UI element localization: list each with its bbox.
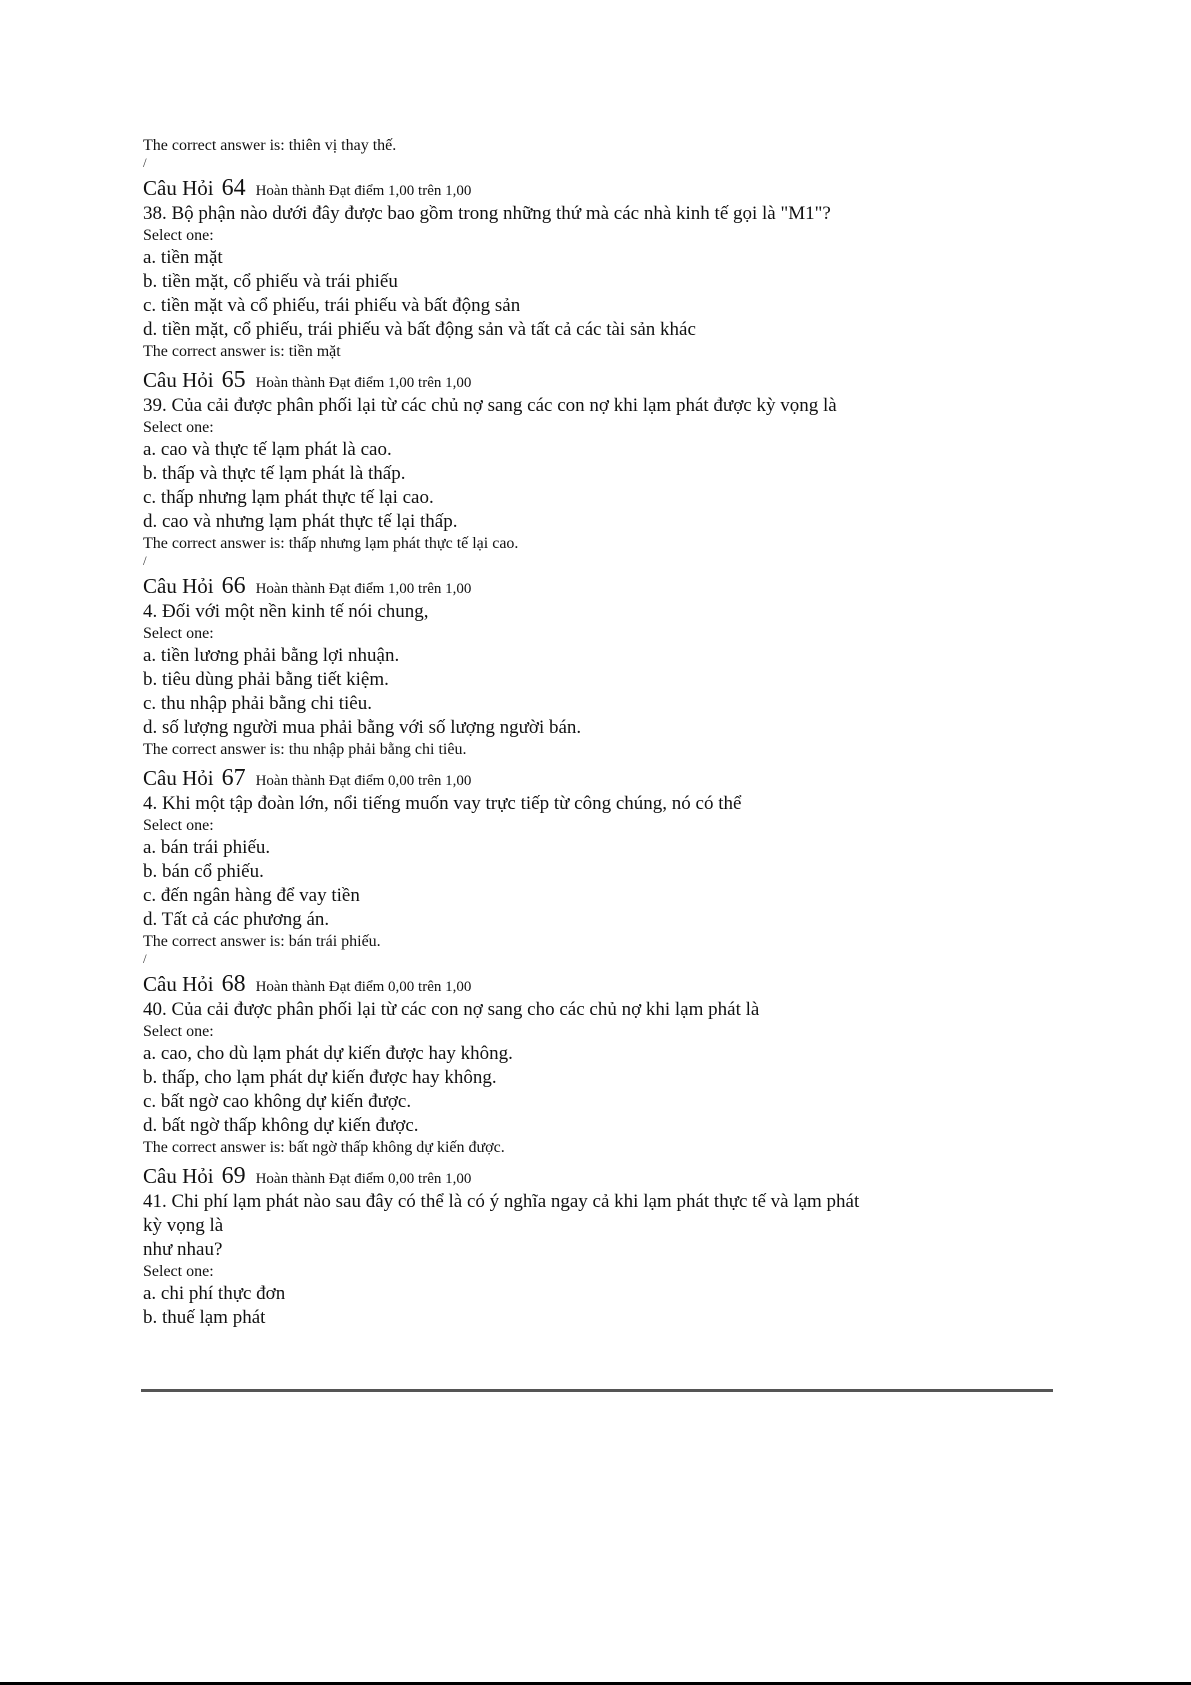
answer-option: c. bất ngờ cao không dự kiến được. (143, 1091, 412, 1112)
question-number: 66 (221, 573, 246, 599)
select-one-label: Select one: (143, 625, 214, 642)
answer-option: d. cao và nhưng lạm phát thực tế lại thấp. (143, 511, 458, 532)
question-block (143, 174, 1063, 362)
question-label: Câu Hỏi (143, 972, 214, 996)
answer-option: a. cao và thực tế lạm phát là cao. (143, 439, 392, 460)
question-text: 40. Của cải được phân phối lại từ các con nợ sang cho các chủ nợ khi lạm phát là (143, 999, 760, 1020)
answer-option: c. đến ngân hàng để vay tiền (143, 885, 360, 906)
question-number: 67 (221, 765, 246, 791)
horizontal-rule (141, 1389, 1053, 1392)
question-block (143, 366, 1063, 568)
answer-option: d. số lượng người mua phải bằng với số lượng người bán. (143, 717, 582, 738)
question-status: Hoàn thành Đạt điểm 1,00 trên 1,00 (255, 581, 472, 597)
answer-option: b. thấp, cho lạm phát dự kiến được hay không. (143, 1067, 497, 1088)
question-label: Câu Hỏi (143, 1164, 214, 1188)
question-number: 68 (221, 971, 246, 997)
separator-slash: / (143, 155, 147, 170)
answer-option: a. tiền mặt (143, 247, 223, 268)
select-one-label: Select one: (143, 817, 214, 834)
question-header (143, 174, 1063, 202)
answer-option: b. bán cổ phiếu. (143, 861, 264, 882)
question-label: Câu Hỏi (143, 176, 214, 200)
question-status: Hoàn thành Đạt điểm 1,00 trên 1,00 (255, 375, 472, 391)
answer-option: c. thu nhập phải bằng chi tiêu. (143, 693, 372, 714)
question-status: Hoàn thành Đạt điểm 0,00 trên 1,00 (255, 1171, 472, 1187)
question-text: kỳ vọng là (143, 1215, 224, 1236)
question-block (143, 764, 1063, 966)
previous-correct-answer: The correct answer is: thiên vị thay thế. (143, 137, 397, 154)
question-status: Hoàn thành Đạt điểm 0,00 trên 1,00 (255, 773, 472, 789)
answer-option: b. tiền mặt, cổ phiếu và trái phiếu (143, 271, 398, 292)
correct-answer: The correct answer is: bất ngờ thấp không dự kiến được. (143, 1139, 505, 1156)
select-one-label: Select one: (143, 1263, 214, 1280)
select-one-label: Select one: (143, 227, 214, 244)
question-text: 38. Bộ phận nào dưới đây được bao gồm trong những thứ mà các nhà kinh tế gọi là "M1"? (143, 203, 831, 224)
question-label: Câu Hỏi (143, 766, 214, 790)
question-header (143, 970, 1063, 998)
question-status: Hoàn thành Đạt điểm 0,00 trên 1,00 (255, 979, 472, 995)
question-text: 39. Của cải được phân phối lại từ các chủ nợ sang các con nợ khi lạm phát được kỳ vọng là (143, 395, 837, 416)
answer-option: a. tiền lương phải bằng lợi nhuận. (143, 645, 400, 666)
answer-option: b. thấp và thực tế lạm phát là thấp. (143, 463, 406, 484)
question-header (143, 1162, 1063, 1190)
question-text: 4. Đối với một nền kinh tế nói chung, (143, 601, 429, 622)
question-header (143, 366, 1063, 394)
question-header (143, 764, 1063, 792)
select-one-label: Select one: (143, 1023, 214, 1040)
answer-option: d. bất ngờ thấp không dự kiến được. (143, 1115, 419, 1136)
question-label: Câu Hỏi (143, 368, 214, 392)
separator-slash: / (143, 951, 147, 966)
answer-option: a. bán trái phiếu. (143, 837, 271, 858)
question-list (143, 174, 1063, 1330)
question-block (143, 970, 1063, 1158)
question-status: Hoàn thành Đạt điểm 1,00 trên 1,00 (255, 183, 472, 199)
correct-answer: The correct answer is: thấp nhưng lạm phát thực tế lại cao. (143, 535, 519, 552)
question-block (143, 1162, 1063, 1330)
answer-option: d. Tất cả các phương án. (143, 909, 330, 930)
answer-option: a. cao, cho dù lạm phát dự kiến được hay không. (143, 1043, 513, 1064)
question-label: Câu Hỏi (143, 574, 214, 598)
question-number: 65 (221, 367, 246, 393)
document-body (143, 136, 1063, 1330)
answer-option: a. chi phí thực đơn (143, 1283, 286, 1304)
question-text: 41. Chi phí lạm phát nào sau đây có thể là có ý nghĩa ngay cả khi lạm phát thực tế và lạm phát (143, 1191, 860, 1212)
separator-slash: / (143, 553, 147, 568)
question-header (143, 572, 1063, 600)
answer-option: c. tiền mặt và cổ phiếu, trái phiếu và bất động sản (143, 295, 521, 316)
correct-answer: The correct answer is: tiền mặt (143, 343, 341, 360)
question-block (143, 572, 1063, 760)
correct-answer: The correct answer is: thu nhập phải bằng chi tiêu. (143, 741, 467, 758)
answer-option: c. thấp nhưng lạm phát thực tế lại cao. (143, 487, 434, 508)
answer-option: b. thuế lạm phát (143, 1307, 266, 1328)
answer-option: b. tiêu dùng phải bằng tiết kiệm. (143, 669, 389, 690)
question-text: 4. Khi một tập đoàn lớn, nổi tiếng muốn vay trực tiếp từ công chúng, nó có thể (143, 793, 742, 814)
question-number: 69 (221, 1163, 246, 1189)
question-number: 64 (221, 175, 246, 201)
select-one-label: Select one: (143, 419, 214, 436)
answer-option: d. tiền mặt, cổ phiếu, trái phiếu và bất động sản và tất cả các tài sản khác (143, 319, 696, 340)
correct-answer: The correct answer is: bán trái phiếu. (143, 933, 381, 950)
question-text: như nhau? (143, 1239, 223, 1260)
